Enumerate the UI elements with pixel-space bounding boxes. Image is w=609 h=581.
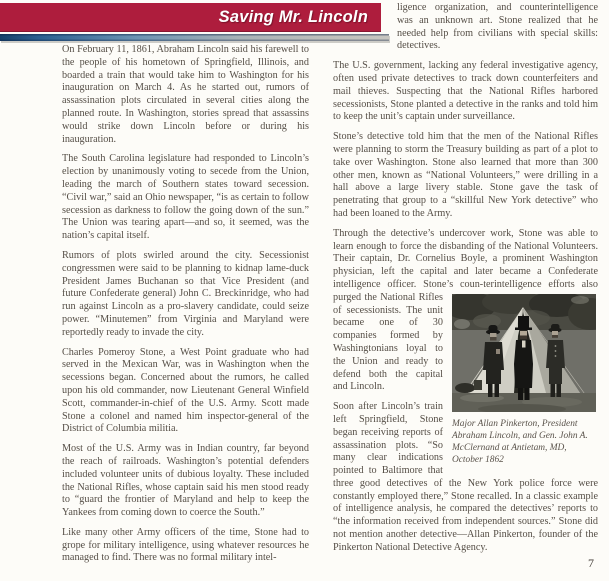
right-column	[333, 2, 598, 562]
left-column	[62, 44, 309, 572]
photo-caption: Major Allan Pinkerton, President Abraham Lincoln, and Gen. John A. McClernand at Antietam, MD, October 1862	[452, 418, 588, 466]
banner-wrap-spacer	[333, 2, 397, 56]
paragraph-segment: terintelligence efforts also purged the National Rifles of secessionists. The unit became one of 30 companies formed by Washingtonians loyal to the Union and ready to defend both the capital and Lincoln.	[333, 278, 598, 393]
paragraph-segment: Through the detective’s undercover work, Stone was able to learn enough to force the disbanding of the National Volunteers. Their captain, Dr. Cornelius Boyle, a prominent Washington physician, left the capital and later became a Confederate intelligence officer. Stone’s coun-	[333, 227, 598, 290]
title-banner	[0, 3, 381, 31]
body-paragraph: The South Carolina legislature had responded to Lincoln’s election by unanimously voting to secede from the Union, leading the march of Southern states toward secession. “Civil war,” said an Ohio newspaper, “is as certain to follow secession as darkness to follow the going down of the sun.” The Union was tearing apart—and so, it seemed, was the nation’s capital itself.	[62, 153, 309, 242]
body-paragraph: Like many other Army officers of the time, Stone had to grope for military intelligence, using whatever resources he managed to find. There was no formal military intel-	[62, 526, 309, 564]
page-number: 7	[588, 556, 594, 570]
body-paragraph: Stone’s detective told him that the men of the National Rifles were planning to storm the Treasury building as part of a plot to take over Washington. Stone also learned that more than 300 other men, known as “National Volunteers,” were drilling in a hall above a large livery stable. Stone gave the task of penetrating that group to a “skillful New York detective” who had been loaned to the Army.	[333, 131, 598, 219]
accent-stripe	[0, 34, 389, 41]
body-paragraph	[333, 227, 598, 466]
body-paragraph: The U.S. government, lacking any federal investigative agency, often used private detectives to track down counterfeiters and mail thieves. Suspecting that the National Rifles harbored secessionists, Stone planted a detective in the ranks and told him to keep the unit’s captain under surveillance.	[333, 60, 598, 123]
page-title: Saving Mr. Lincoln	[218, 8, 368, 26]
body-paragraph: ligence organization, and counterintelligence was an unknown art. Stone realized that he needed help from civilians with special skills: detectives.	[397, 2, 598, 52]
photo-figure	[452, 294, 598, 467]
body-paragraph: Rumors of plots swirled around the city. Secessionist congressmen were said to be planning to kidnap lame-duck President James Buchanan so that Vice President (and future Confederate general) John C. Breckinridge, who had run against Lincoln as a pro-slavery candidate, could seize power. “Minutemen” from Virginia and Maryland were reportedly ready to invade the city.	[62, 249, 309, 338]
body-paragraph: On February 11, 1861, Abraham Lincoln said his farewell to the people of his hometown of Springfield, Illinois, and boarded a train that would take him to Washington for his inauguration on March 4. As he started out, rumors of assassination plots circulated in several cities along the planned route. In Washington, stories spread that assassins would strike down Lincoln before or during his inauguration.	[62, 44, 309, 145]
antietam-photo	[452, 294, 596, 412]
body-paragraph: Most of the U.S. Army was in Indian country, far beyond the reach of railroads. Washington’s potential defenders included volunteer units of dubious loyalty. These included the National Rifles, whose captain said his men stood ready to “guard the frontier of Maryland and help to keep the Yankees from coming down to coerce the South.”	[62, 443, 309, 519]
body-paragraph: Charles Pomeroy Stone, a West Point graduate who had served in the Mexican War, was in Washington when the secessions began. Concerned about the rumors, he called upon his old commander, now Lieutenant General Winfield Scott, commander-in-chief of the U.S. Army. Scott made Stone a colonel and named him inspector-general of the District of Columbia militia.	[62, 346, 309, 435]
body-paragraph: Soon after Lincoln’s train left Springfield, Stone began receiving reports of assassination plots. “So many clear indications pointed to Baltimore that three good detectives of the New York police force were constantly employed there,” Stone recalled. In a classic example of intelligence analysis, he compared the detectives’ reports to “the information received from independent sources.” Stone did not mention another detective—Allan Pinkerton, founder of the Pinkerton National Detective Agency.	[333, 401, 598, 553]
lincoln-figure	[514, 316, 533, 400]
